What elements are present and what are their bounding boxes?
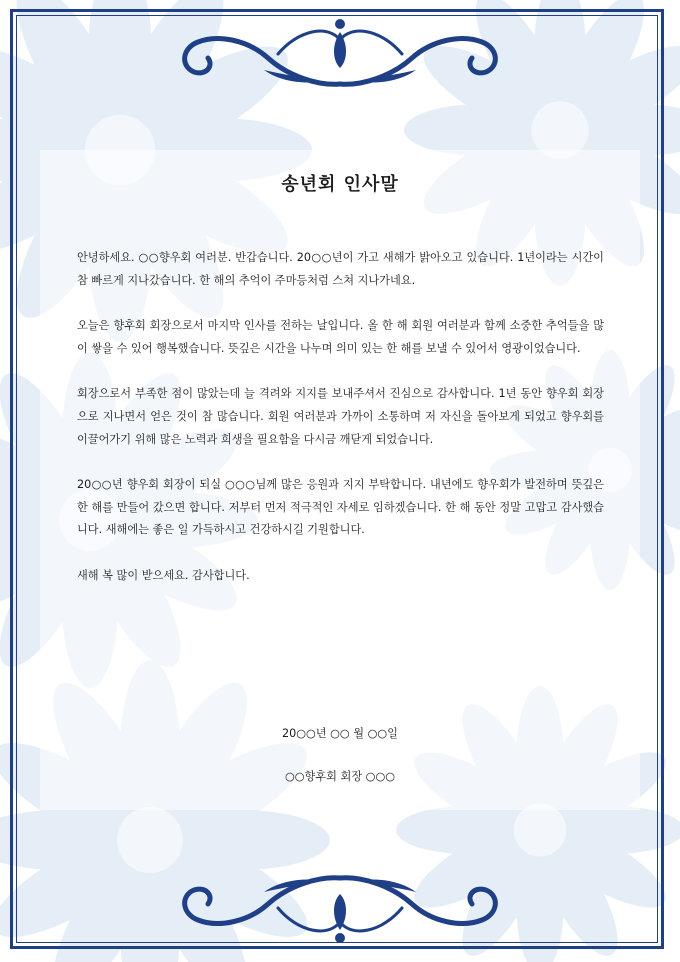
- letter-body: [77, 247, 604, 610]
- letter-date: 20○○년 ○○ 월 ○○일: [282, 727, 398, 740]
- bottom-scroll-ornament: [168, 866, 512, 948]
- letter-signature: ○○향후회 회장 ○○○: [285, 770, 395, 783]
- paragraph-thanks: 회장으로서 부족한 점이 많았는데 늘 격려와 지지를 보내주셔서 진심으로 감사합니다. 1년 동안 향우회 회장으로 지나면서 얻은 것이 참 많습니다. 회원 여러분과 가까이 소통하며 저 자신을 돌아보게 되었고 향우회를 이끌어가기 위해 많은 노력과 희생을 필요함을 다시금 깨닫게 되었습니다.: [77, 387, 604, 446]
- paragraph-farewell: 오늘은 향후회 회장으로서 마지막 인사를 전하는 날입니다. 올 한 해 회원 여러분과 함께 소중한 추억들을 많이 쌓을 수 있어 행복했습니다. 뜻깊은 시간을 나누며 의미 있는 한 해를 보낼 수 있어서 영광이었습니다.: [77, 319, 604, 355]
- document-title: 송년회 인사말: [281, 174, 399, 195]
- paragraph-closing: 새해 복 많이 받으세요. 감사합니다.: [77, 568, 250, 582]
- paragraph-greeting: 안녕하세요. ○○향우회 여러분. 반갑습니다. 20○○년이 가고 새해가 밝아오고 있습니다. 1년이라는 시간이 참 빠르게 지나갔습니다. 한 해의 추억이 주마등처럼 스쳐 지나가네요.: [77, 251, 604, 287]
- top-scroll-ornament: [168, 14, 512, 96]
- paragraph-successor: 20○○년 향우회 회장이 되실 ○○○님께 많은 응원과 지지 부탁합니다. 내년에도 향우회가 발전하며 뜻깊은 한 해를 만들어 갔으면 합니다. 저부터 먼저 적극적인 자세로 임하겠습니다. 한 해 동안 정말 고맙고 감사했습니다. 새해에는 좋은 일 가득하시고 건강하시길 기원합니다.: [77, 477, 604, 537]
